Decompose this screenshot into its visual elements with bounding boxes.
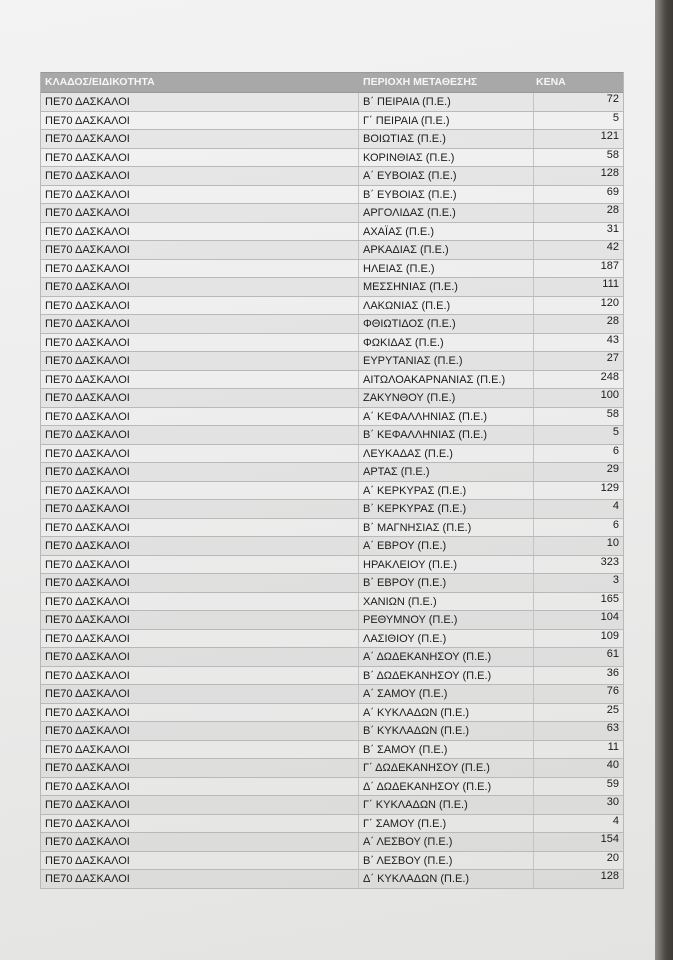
cell-specialty: ΠΕ70 ΔΑΣΚΑΛΟΙ: [41, 630, 359, 648]
vacancies-table: [40, 72, 624, 889]
cell-specialty: ΠΕ70 ΔΑΣΚΑΛΟΙ: [41, 445, 359, 463]
cell-region: Γ΄ ΔΩΔΕΚΑΝΗΣΟΥ (Π.Ε.): [359, 759, 534, 777]
cell-specialty: ΠΕ70 ΔΑΣΚΑΛΟΙ: [41, 574, 359, 592]
cell-specialty: ΠΕ70 ΔΑΣΚΑΛΟΙ: [41, 408, 359, 426]
cell-specialty: ΠΕ70 ΔΑΣΚΑΛΟΙ: [41, 482, 359, 500]
table-row: [41, 278, 623, 297]
cell-region: Δ΄ ΚΥΚΛΑΔΩΝ (Π.Ε.): [359, 870, 534, 888]
cell-region: Γ΄ ΠΕΙΡΑΙΑ (Π.Ε.): [359, 112, 534, 130]
cell-region: ΗΛΕΙΑΣ (Π.Ε.): [359, 260, 534, 278]
cell-specialty: ΠΕ70 ΔΑΣΚΑΛΟΙ: [41, 704, 359, 722]
cell-specialty: ΠΕ70 ΔΑΣΚΑΛΟΙ: [41, 537, 359, 555]
table-row: [41, 593, 623, 612]
cell-region: ΒΟΙΩΤΙΑΣ (Π.Ε.): [359, 130, 534, 148]
cell-region: ΑΧΑΪΑΣ (Π.Ε.): [359, 223, 534, 241]
table-row: [41, 685, 623, 704]
cell-vacancies: 36: [606, 666, 619, 679]
cell-vacancies: 120: [600, 296, 619, 309]
cell-specialty: ΠΕ70 ΔΑΣΚΑΛΟΙ: [41, 759, 359, 777]
table-row: [41, 648, 623, 667]
cell-region: ΛΑΚΩΝΙΑΣ (Π.Ε.): [359, 297, 534, 315]
cell-vacancies: 42: [606, 241, 619, 253]
cell-specialty: ΠΕ70 ΔΑΣΚΑΛΟΙ: [41, 741, 359, 759]
cell-region: ΚΟΡΙΝΘΙΑΣ (Π.Ε.): [359, 149, 534, 167]
table-row: [41, 167, 623, 186]
table-row: [41, 741, 623, 760]
cell-region: Β΄ ΛΕΣΒΟΥ (Π.Ε.): [359, 852, 534, 870]
table-body: [41, 93, 623, 889]
cell-vacancies: 61: [606, 648, 619, 660]
table-row: [41, 352, 623, 371]
table-row: [41, 722, 623, 741]
table-row: [41, 260, 623, 279]
cell-region: Α΄ ΚΥΚΛΑΔΩΝ (Π.Ε.): [359, 704, 534, 722]
table-row: [41, 815, 623, 834]
cell-vacancies: 28: [606, 315, 619, 327]
header-region: ΠΕΡΙΟΧΗ ΜΕΤΑΘΕΣΗΣ: [363, 76, 478, 88]
cell-vacancies: 6: [612, 444, 619, 457]
table-row: [41, 371, 623, 390]
cell-region: ΦΘΙΩΤΙΔΟΣ (Π.Ε.): [359, 315, 534, 333]
table-header: [41, 72, 623, 93]
table-row: [41, 149, 623, 168]
cell-specialty: ΠΕ70 ΔΑΣΚΑΛΟΙ: [41, 315, 359, 333]
table-row: [41, 833, 623, 852]
table-row: [41, 297, 623, 316]
cell-vacancies: 10: [606, 537, 619, 549]
cell-vacancies: 100: [600, 389, 619, 401]
cell-region: Β΄ ΚΕΦΑΛΛΗΝΙΑΣ (Π.Ε.): [359, 426, 534, 444]
cell-vacancies: 5: [612, 111, 619, 124]
cell-vacancies: 25: [606, 703, 619, 716]
table-row: [41, 852, 623, 871]
cell-specialty: ΠΕ70 ΔΑΣΚΑΛΟΙ: [41, 500, 359, 518]
cell-region: Α΄ ΚΕΦΑΛΛΗΝΙΑΣ (Π.Ε.): [359, 408, 534, 426]
cell-vacancies: 3: [612, 574, 619, 586]
table-row: [41, 519, 623, 538]
cell-vacancies: 11: [607, 740, 619, 753]
cell-region: ΕΥΡΥΤΑΝΙΑΣ (Π.Ε.): [359, 352, 534, 370]
cell-specialty: ΠΕ70 ΔΑΣΚΑΛΟΙ: [41, 519, 359, 537]
table-row: [41, 112, 623, 131]
cell-specialty: ΠΕ70 ΔΑΣΚΑΛΟΙ: [41, 167, 359, 185]
cell-vacancies: 43: [606, 333, 619, 346]
cell-specialty: ΠΕ70 ΔΑΣΚΑΛΟΙ: [41, 611, 359, 629]
table-row: [41, 315, 623, 334]
cell-region: Γ΄ ΣΑΜΟΥ (Π.Ε.): [359, 815, 534, 833]
cell-specialty: ΠΕ70 ΔΑΣΚΑΛΟΙ: [41, 556, 359, 574]
cell-region: Β΄ ΣΑΜΟΥ (Π.Ε.): [359, 741, 534, 759]
cell-specialty: ΠΕ70 ΔΑΣΚΑΛΟΙ: [41, 130, 359, 148]
table-row: [41, 778, 623, 797]
cell-vacancies: 72: [606, 93, 619, 105]
cell-specialty: ΠΕ70 ΔΑΣΚΑΛΟΙ: [41, 463, 359, 481]
cell-region: ΖΑΚΥΝΘΟΥ (Π.Ε.): [359, 389, 534, 407]
cell-vacancies: 154: [600, 833, 619, 845]
cell-specialty: ΠΕ70 ΔΑΣΚΑΛΟΙ: [41, 112, 359, 130]
cell-specialty: ΠΕ70 ΔΑΣΚΑΛΟΙ: [41, 685, 359, 703]
table-row: [41, 667, 623, 686]
table-row: [41, 574, 623, 593]
cell-region: ΧΑΝΙΩΝ (Π.Ε.): [359, 593, 534, 611]
cell-vacancies: 29: [606, 463, 619, 475]
cell-specialty: ΠΕ70 ΔΑΣΚΑΛΟΙ: [41, 833, 359, 851]
cell-specialty: ΠΕ70 ΔΑΣΚΑΛΟΙ: [41, 648, 359, 666]
cell-vacancies: 4: [612, 500, 619, 512]
cell-specialty: ΠΕ70 ΔΑΣΚΑΛΟΙ: [41, 334, 359, 352]
cell-vacancies: 31: [606, 222, 619, 235]
cell-specialty: ΠΕ70 ΔΑΣΚΑΛΟΙ: [41, 149, 359, 167]
cell-region: ΑΡΤΑΣ (Π.Ε.): [359, 463, 534, 481]
cell-region: Γ΄ ΚΥΚΛΑΔΩΝ (Π.Ε.): [359, 796, 534, 814]
cell-vacancies: 40: [606, 759, 619, 771]
cell-vacancies: 187: [600, 259, 619, 272]
table-row: [41, 93, 623, 112]
cell-specialty: ΠΕ70 ΔΑΣΚΑΛΟΙ: [41, 870, 359, 888]
cell-region: ΑΙΤΩΛΟΑΚΑΡΝΑΝΙΑΣ (Π.Ε.): [359, 371, 534, 389]
cell-specialty: ΠΕ70 ΔΑΣΚΑΛΟΙ: [41, 667, 359, 685]
cell-specialty: ΠΕ70 ΔΑΣΚΑΛΟΙ: [41, 204, 359, 222]
cell-vacancies: 69: [606, 185, 619, 198]
cell-specialty: ΠΕ70 ΔΑΣΚΑΛΟΙ: [41, 93, 359, 111]
cell-specialty: ΠΕ70 ΔΑΣΚΑΛΟΙ: [41, 593, 359, 611]
cell-region: Δ΄ ΔΩΔΕΚΑΝΗΣΟΥ (Π.Ε.): [359, 778, 534, 796]
cell-vacancies: 104: [600, 611, 619, 623]
cell-region: Α΄ ΕΥΒΟΙΑΣ (Π.Ε.): [359, 167, 534, 185]
header-vacancies: ΚΕΝΑ: [536, 76, 566, 88]
cell-region: ΗΡΑΚΛΕΙΟΥ (Π.Ε.): [359, 556, 534, 574]
cell-region: ΜΕΣΣΗΝΙΑΣ (Π.Ε.): [359, 278, 534, 296]
table-row: [41, 204, 623, 223]
cell-specialty: ΠΕ70 ΔΑΣΚΑΛΟΙ: [41, 241, 359, 259]
cell-region: Α΄ ΕΒΡΟΥ (Π.Ε.): [359, 537, 534, 555]
cell-vacancies: 5: [612, 426, 619, 438]
table-row: [41, 630, 623, 649]
table-row: [41, 500, 623, 519]
cell-vacancies: 6: [612, 518, 619, 531]
cell-region: ΡΕΘΥΜΝΟΥ (Π.Ε.): [359, 611, 534, 629]
table-row: [41, 759, 623, 778]
cell-region: ΑΡΚΑΔΙΑΣ (Π.Ε.): [359, 241, 534, 259]
table-row: [41, 334, 623, 353]
table-row: [41, 241, 623, 260]
cell-specialty: ΠΕ70 ΔΑΣΚΑΛΟΙ: [41, 223, 359, 241]
cell-region: Α΄ ΣΑΜΟΥ (Π.Ε.): [359, 685, 534, 703]
cell-vacancies: 58: [606, 148, 619, 161]
cell-region: ΛΕΥΚΑΔΑΣ (Π.Ε.): [359, 445, 534, 463]
cell-vacancies: 111: [602, 278, 619, 290]
table-row: [41, 482, 623, 501]
cell-region: Α΄ ΔΩΔΕΚΑΝΗΣΟΥ (Π.Ε.): [359, 648, 534, 666]
table-row: [41, 426, 623, 445]
cell-specialty: ΠΕ70 ΔΑΣΚΑΛΟΙ: [41, 778, 359, 796]
cell-region: ΛΑΣΙΘΙΟΥ (Π.Ε.): [359, 630, 534, 648]
table-row: [41, 556, 623, 575]
cell-specialty: ΠΕ70 ΔΑΣΚΑΛΟΙ: [41, 389, 359, 407]
cell-region: Α΄ ΛΕΣΒΟΥ (Π.Ε.): [359, 833, 534, 851]
table-row: [41, 408, 623, 427]
cell-vacancies: 128: [600, 870, 619, 882]
table-row: [41, 537, 623, 556]
table-row: [41, 704, 623, 723]
cell-vacancies: 121: [600, 130, 619, 142]
cell-region: Β΄ ΜΑΓΝΗΣΙΑΣ (Π.Ε.): [359, 519, 534, 537]
cell-specialty: ΠΕ70 ΔΑΣΚΑΛΟΙ: [41, 186, 359, 204]
table-row: [41, 223, 623, 242]
table-row: [41, 796, 623, 815]
cell-region: ΑΡΓΟΛΙΔΑΣ (Π.Ε.): [359, 204, 534, 222]
cell-specialty: ΠΕ70 ΔΑΣΚΑΛΟΙ: [41, 722, 359, 740]
cell-region: Β΄ ΚΥΚΛΑΔΩΝ (Π.Ε.): [359, 722, 534, 740]
table-row: [41, 870, 623, 889]
cell-vacancies: 20: [606, 851, 619, 864]
cell-vacancies: 128: [600, 167, 619, 179]
cell-specialty: ΠΕ70 ΔΑΣΚΑΛΟΙ: [41, 852, 359, 870]
cell-vacancies: 248: [600, 370, 619, 383]
table-row: [41, 130, 623, 149]
table-row: [41, 186, 623, 205]
cell-vacancies: 63: [606, 722, 619, 734]
cell-vacancies: 59: [606, 777, 619, 790]
cell-vacancies: 28: [606, 204, 619, 216]
cell-specialty: ΠΕ70 ΔΑΣΚΑΛΟΙ: [41, 796, 359, 814]
cell-region: Β΄ ΠΕΙΡΑΙΑ (Π.Ε.): [359, 93, 534, 111]
cell-vacancies: 4: [612, 814, 619, 827]
table-row: [41, 463, 623, 482]
paper-edge-shadow: [655, 0, 673, 960]
cell-region: Β΄ ΔΩΔΕΚΑΝΗΣΟΥ (Π.Ε.): [359, 667, 534, 685]
cell-specialty: ΠΕ70 ΔΑΣΚΑΛΟΙ: [41, 371, 359, 389]
table-row: [41, 611, 623, 630]
cell-vacancies: 323: [600, 555, 619, 568]
cell-specialty: ΠΕ70 ΔΑΣΚΑΛΟΙ: [41, 278, 359, 296]
cell-vacancies: 129: [600, 481, 619, 494]
cell-region: Β΄ ΚΕΡΚΥΡΑΣ (Π.Ε.): [359, 500, 534, 518]
cell-vacancies: 76: [606, 685, 619, 697]
cell-region: ΦΩΚΙΔΑΣ (Π.Ε.): [359, 334, 534, 352]
cell-region: Α΄ ΚΕΡΚΥΡΑΣ (Π.Ε.): [359, 482, 534, 500]
cell-vacancies: 165: [600, 592, 619, 605]
cell-specialty: ΠΕ70 ΔΑΣΚΑΛΟΙ: [41, 352, 359, 370]
table-row: [41, 389, 623, 408]
cell-specialty: ΠΕ70 ΔΑΣΚΑΛΟΙ: [41, 260, 359, 278]
cell-vacancies: 27: [606, 352, 619, 364]
header-specialty: ΚΛΑΔΟΣ/ΕΙΔΙΚΟΤΗΤΑ: [45, 76, 155, 88]
cell-specialty: ΠΕ70 ΔΑΣΚΑΛΟΙ: [41, 815, 359, 833]
cell-region: Β΄ ΕΥΒΟΙΑΣ (Π.Ε.): [359, 186, 534, 204]
cell-vacancies: 109: [600, 629, 619, 642]
table-row: [41, 445, 623, 464]
cell-region: Β΄ ΕΒΡΟΥ (Π.Ε.): [359, 574, 534, 592]
cell-specialty: ΠΕ70 ΔΑΣΚΑΛΟΙ: [41, 426, 359, 444]
cell-specialty: ΠΕ70 ΔΑΣΚΑΛΟΙ: [41, 297, 359, 315]
cell-vacancies: 30: [606, 796, 619, 808]
cell-vacancies: 58: [606, 407, 619, 420]
